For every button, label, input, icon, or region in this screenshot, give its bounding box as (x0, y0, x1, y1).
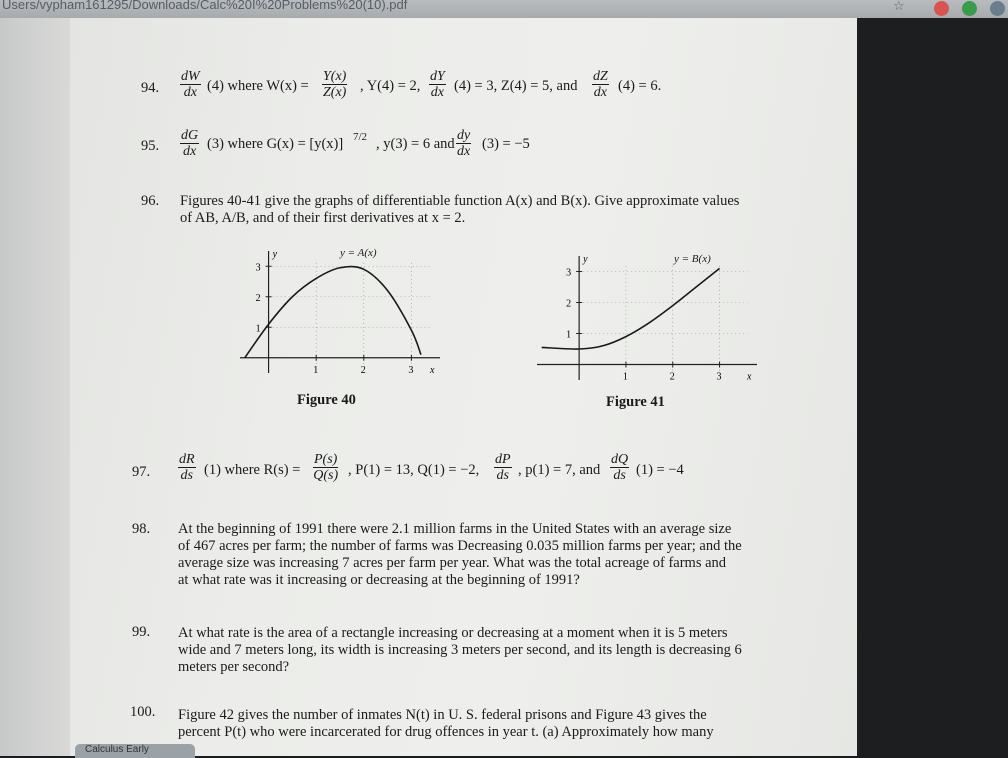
extension-icon-3[interactable] (990, 1, 1005, 16)
bookmark-star-icon[interactable]: ☆ (893, 0, 905, 14)
derivative-fraction (592, 69, 609, 100)
x-tick-label: 1 (622, 371, 628, 383)
text-line: Figure 42 gives the number of inmates N(t) in U. S. federal prisons and Figure 43 gives the (178, 707, 707, 723)
derivative-fraction (456, 128, 471, 159)
text-line: at what rate was it increasing or decreasing at the beginning of 1991? (178, 572, 580, 588)
numerator: dG (181, 128, 199, 143)
text-line: of AB, A/B, and of their first derivatives at x = 2. (180, 210, 466, 226)
x-axis-label: x (430, 364, 435, 376)
derivative-fraction (180, 69, 201, 100)
denominator: dx (593, 85, 607, 100)
problem-number: 94. (141, 80, 160, 96)
x-tick-label: 2 (669, 371, 675, 383)
derivative-fraction (180, 128, 199, 159)
problem-text: , p(1) = 7, and (518, 462, 601, 478)
numerator: Y(x) (323, 69, 347, 84)
problem-text: (4) = 6. (618, 78, 662, 94)
problem-text: (4) = 3, Z(4) = 5, and (454, 78, 578, 94)
numerator: dQ (611, 452, 629, 467)
denominator: Z(x) (323, 85, 347, 100)
denominator: dx (457, 144, 471, 159)
denominator: dx (183, 85, 197, 100)
x-tick-label: 1 (313, 364, 319, 376)
y-tick-label: 3 (566, 267, 572, 279)
address-bar[interactable]: Users/vypham161295/Downloads/Calc%20I%20Problems%20(10).pdf (2, 0, 408, 12)
quotient-fraction (313, 452, 338, 483)
problem-number: 99. (132, 624, 151, 640)
numerator: dR (179, 452, 195, 467)
y-tick-label: 2 (566, 298, 572, 310)
figure-40-graph (235, 243, 445, 378)
extension-icon-1[interactable] (934, 1, 949, 16)
x-axis-label: x (747, 371, 752, 383)
pdf-page (70, 18, 857, 756)
curve-label: y = B(x) (674, 253, 711, 265)
text-line: meters per second? (178, 659, 290, 675)
text-line: of 467 acres per farm; the number of farms was Decreasing 0.035 million farms per year; and the (178, 538, 742, 554)
curve-label: y = A(x) (340, 247, 377, 259)
text-line: At what rate is the area of a rectangle increasing or decreasing at a moment when it is 5 meters (178, 625, 728, 641)
numerator: dP (495, 452, 511, 467)
text-line: percent P(t) who were incarcerated for drug offences in year t. (a) Approximately how many (178, 724, 714, 740)
numerator: dY (430, 69, 445, 84)
browser-toolbar (0, 0, 1008, 18)
denominator: dx (430, 85, 444, 100)
problem-text: (1) = −4 (636, 462, 684, 478)
problem-text: (3) = −5 (482, 136, 530, 152)
figure-41-graph (532, 248, 762, 388)
denominator: dx (182, 144, 197, 159)
derivative-fraction (610, 452, 629, 483)
text-line: wide and 7 meters long, its width is increasing 3 meters per second, and its length is decreasing 6 (178, 642, 742, 658)
problem-number: 100. (130, 704, 156, 720)
x-tick-label: 3 (408, 364, 414, 376)
x-tick-label: 2 (360, 364, 366, 376)
problem-number: 97. (132, 464, 151, 480)
taskbar-item[interactable]: Calculus Early (75, 744, 195, 758)
denominator: ds (496, 468, 509, 483)
y-tick-label: 2 (255, 292, 261, 304)
denominator: Q(s) (313, 468, 339, 483)
problem-paragraph (180, 193, 800, 227)
problem-paragraph (178, 707, 798, 741)
numerator: dy (457, 128, 471, 143)
problem-text: (1) where R(s) = (204, 462, 301, 478)
exponent: 7/2 (353, 131, 368, 143)
figure-caption: Figure 41 (606, 394, 665, 410)
y-tick-label: 3 (255, 262, 261, 274)
text-line: Figures 40-41 give the graphs of differentiable function A(x) and B(x). Give approximate values (180, 193, 740, 209)
problem-text: , y(3) = 6 and (376, 136, 455, 152)
problem-text: (4) where W(x) = (207, 78, 309, 94)
derivative-fraction (429, 69, 446, 100)
text-line: average size was increasing 7 acres per farm per year. What was the total acreage of farms and (178, 555, 727, 571)
denominator: ds (613, 468, 626, 483)
problem-number: 96. (141, 193, 160, 209)
numerator: P(s) (314, 452, 338, 467)
denominator: ds (180, 468, 193, 483)
y-axis-label: y (583, 254, 588, 265)
problem-number: 95. (141, 138, 160, 154)
y-tick-label: 1 (566, 329, 572, 341)
derivative-fraction (178, 452, 196, 483)
derivative-fraction (494, 452, 512, 483)
figure-caption: Figure 40 (297, 392, 356, 408)
text-line: At the beginning of 1991 there were 2.1 million farms in the United States with an average size (178, 521, 732, 537)
extension-icon-2[interactable] (962, 1, 977, 16)
y-tick-label: 1 (255, 323, 261, 335)
numerator: dW (181, 69, 200, 84)
problem-text: (3) where G(x) = [y(x)] (207, 136, 344, 152)
problem-text: , P(1) = 13, Q(1) = −2, (348, 462, 480, 478)
quotient-fraction (322, 69, 347, 100)
screen-margin-left (0, 18, 70, 756)
problem-number: 98. (132, 521, 151, 537)
y-axis-label: y (272, 249, 278, 260)
screen-margin-right (857, 18, 1008, 756)
problem-paragraph (178, 625, 798, 676)
x-tick-label: 3 (716, 371, 722, 383)
problem-paragraph (178, 521, 798, 589)
problem-text: , Y(4) = 2, (360, 78, 421, 94)
function-curve (245, 267, 421, 358)
numerator: dZ (593, 69, 608, 84)
